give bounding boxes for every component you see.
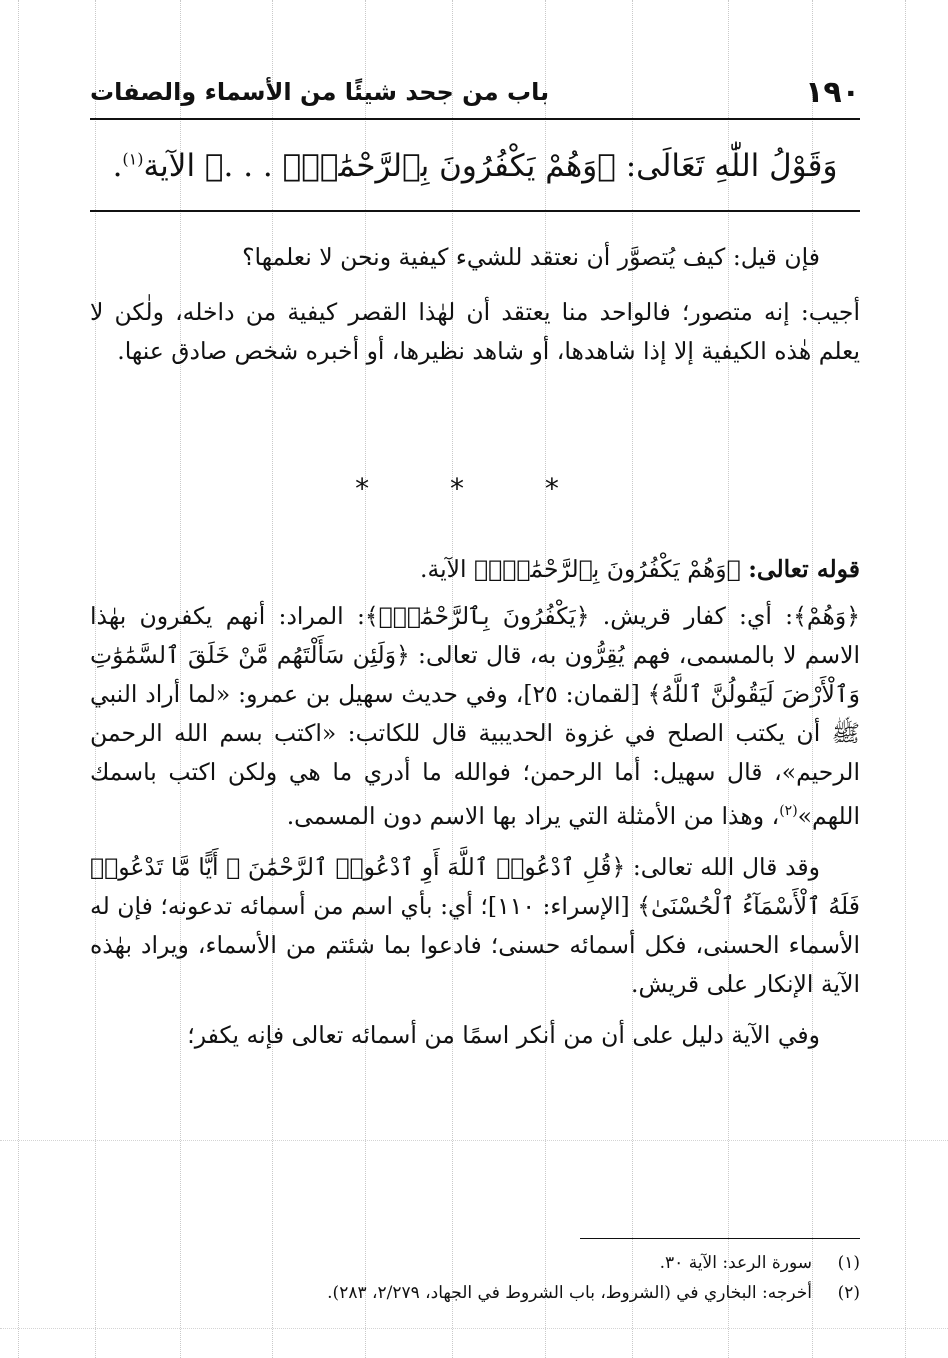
running-title: باب من جحد شيئًا من الأسماء والصفات [90, 78, 550, 106]
footnote-item [90, 1248, 860, 1278]
page-number: ١٩٠ [805, 74, 860, 110]
header-rule [90, 118, 860, 120]
footnote-number: (١) [837, 1253, 860, 1273]
commentary-text: ﴿وَهُمْ﴾: أي: كفار قريش. ﴿يَكْفُرُونَ بِٱلرَّحْمَٰنِۚ﴾: المراد: أنهم يكفرون بهٰذا الاسم لا بالمسمى، فهم يُقِرُّون به، قال تعالى: ﴿وَلَئِن سَأَلْتَهُم مَّنْ خَلَقَ ٱلسَّمَٰوَٰتِ وَٱلْأَرْضَ لَيَقُولُنَّ ٱللَّهُ﴾ [لقمان: ٢٥]، وفي حديث سهيل بن عمرو: «لما أراد النبي ﷺ أن يكتب الصلح في غزوة الحديبية قال للكاتب: «اكتب بسم الله الرحمن الرحيم»، قال سهيل: أما الرحمن؛ فوالله ما أدري ما هي ولكن اكتب باسمك اللهم» [90, 602, 860, 830]
footnote-text: سورة الرعد: الآية ٣٠. [659, 1253, 812, 1273]
commentary-text-end: ، وهذا من الأمثلة التي يراد بها الاسم دون المسمى. [286, 801, 780, 830]
footnote-text: أخرجه: البخاري في (الشروط، باب الشروط في الجهاد، ٢/٢٧٩، ٢٨٣). [327, 1283, 812, 1303]
intro-block [90, 238, 860, 371]
page-header [90, 72, 860, 112]
verse-rule [90, 210, 860, 212]
commentary-paragraph-2: وقد قال الله تعالى: ﴿قُلِ ٱدْعُوا۟ ٱللَّهَ أَوِ ٱدْعُوا۟ ٱلرَّحْمَٰنَ ۖ أَيًّا مَّا تَدْعُوا۟ فَلَهُ ٱلْأَسْمَآءُ ٱلْحُسْنَىٰ﴾ [الإسراء: ١١٠]؛ أي: بأي اسم من أسمائه تدعونه؛ فإن له الأسماء الحسنى، فكل أسمائه حسنى؛ فادعوا بما شئتم من الأسماء، ويراد بهٰذه الآية الإنكار على قريش. [90, 852, 860, 998]
commentary-paragraph-3: وفي الآية دليل على أن من أنكر اسمًا من أسمائه تعالى فإنه يكفر؛ [187, 1020, 820, 1049]
footnote-number: (٢) [837, 1283, 860, 1303]
answer-paragraph: أجيب: إنه متصور؛ فالواحد منا يعتقد أن لهٰذا القصر كيفية من داخله، ولٰكن لا يعلم هٰذه الكيفية إلا إذا شاهدها، أو شاهد نظيرها، أو أخبره شخص صادق عنها. [90, 298, 860, 365]
commentary-paragraph [90, 597, 860, 836]
verse-end: . [112, 148, 123, 184]
commentary-lead-verse: ﴿وَهُمْ يَكْفُرُونَ بِٱلرَّحْمَٰنِۚ﴾ الآية. [420, 555, 741, 583]
footnote-ref: (١) [122, 149, 144, 169]
footnotes [90, 1248, 860, 1308]
scan-grid-line [905, 0, 906, 1358]
book-page [90, 70, 860, 1340]
commentary-heading [90, 550, 860, 589]
footnote-ref: (٢) [779, 803, 798, 819]
question-paragraph: فإن قيل: كيف يُتصوَّر أن نعتقد للشيء كيفية ونحن لا نعلمها؟ [242, 243, 820, 271]
footnote-item [90, 1278, 860, 1308]
chapter-verse-banner [90, 126, 860, 206]
commentary-lead: قوله تعالى: [748, 555, 860, 583]
scan-grid-line [18, 0, 19, 1358]
footnote-rule [580, 1238, 860, 1239]
chapter-verse: وَقَوْلُ اللّٰهِ تَعَالَى: ﴿وَهُمْ يَكْفُرُونَ بِٱلرَّحْمَٰنِۚ . . .﴾ الآية [143, 148, 838, 184]
section-separator: * * * [355, 472, 595, 505]
commentary-block [90, 550, 860, 1055]
